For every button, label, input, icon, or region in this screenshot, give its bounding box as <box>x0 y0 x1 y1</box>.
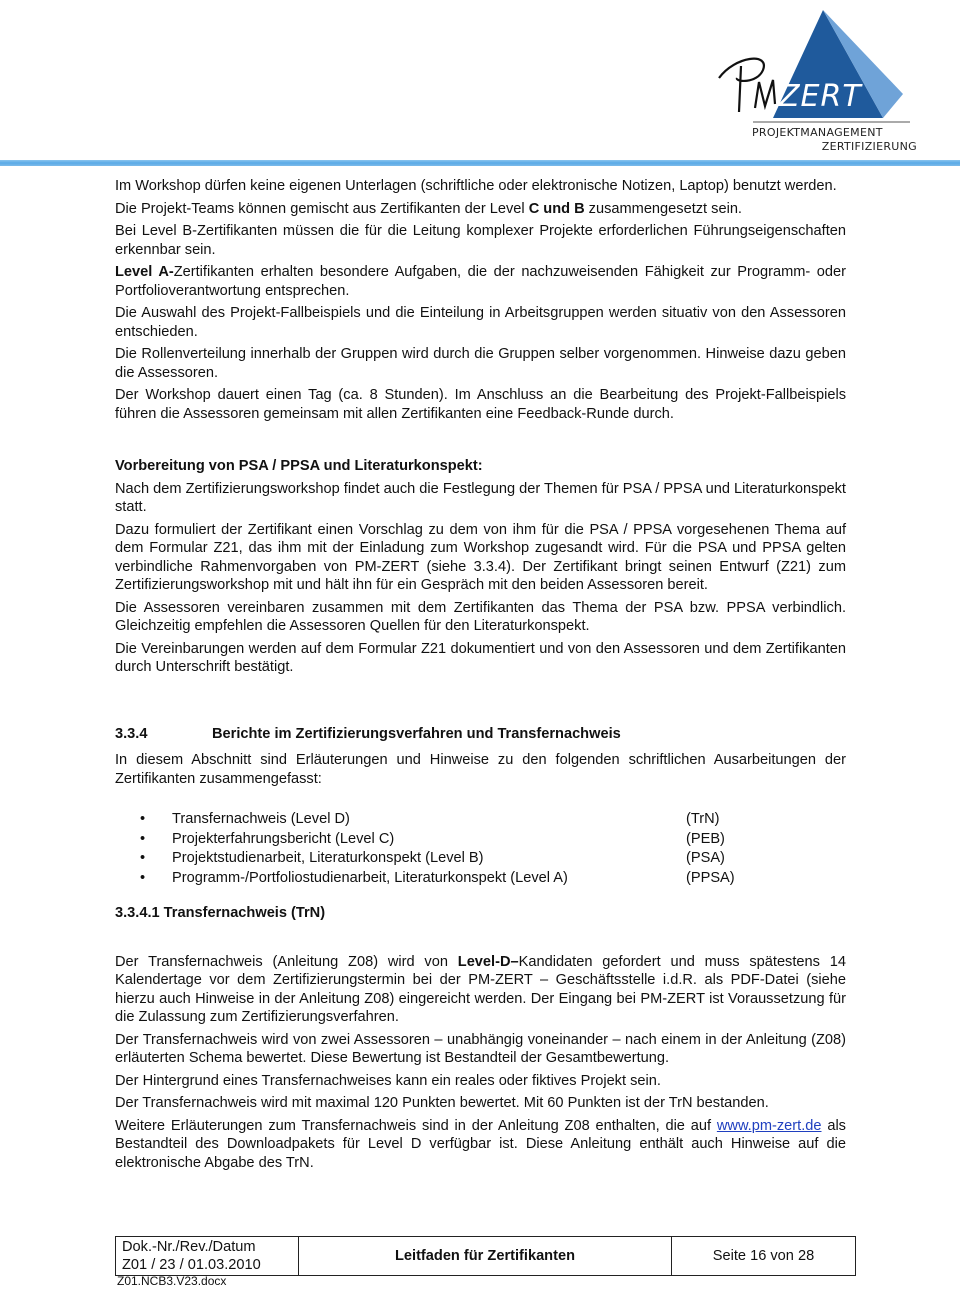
logo-caption-line1: PROJEKTMANAGEMENT <box>752 126 883 139</box>
paragraph: Die Projekt-Teams können gemischt aus Zertifikanten der Level C und B zusammengesetzt sein. <box>115 200 742 217</box>
header-divider-bar <box>0 160 960 166</box>
doc-value: Z01 / 23 / 01.03.2010 <box>122 1257 261 1273</box>
footer-doc-info <box>116 1237 299 1276</box>
logo-zert-text: ZERT <box>779 79 862 114</box>
bullet-icon: • <box>140 830 146 847</box>
list-item: • Projekterfahrungsbericht (Level C) (PEB) <box>115 830 846 850</box>
section-title: Berichte im Zertifizierungsverfahren und Transfernachweis <box>212 725 621 742</box>
paragraph: Nach dem Zertifizierungsworkshop findet auch die Festlegung der Themen für PSA / PPSA und Literaturkonspekt statt. <box>115 480 846 515</box>
report-list <box>115 810 846 888</box>
paragraph: Der Transfernachweis (Anleitung Z08) wird von Level-D–Kandidaten gefordert und muss spätestens 14 Kalendertage vor dem Zertifizierungstermin bei der PM-ZERT – Geschäftsstelle i.d.R. als PDF-Datei (siehe hierzu auch Hinweise in der Anleitung Z08) eingereicht werden. Der Eingang bei PM-ZERT ist Voraussetzung für die Zulassung zum Zertifizierungsverfahren. <box>115 953 846 1025</box>
logo-caption <box>752 126 917 154</box>
paragraph: Bei Level B-Zertifikanten müssen die für die Leitung komplexer Projekte erforderlichen Führungseigenschaften erkennbar sein. <box>115 223 846 258</box>
pyramid-logo-icon <box>715 8 920 126</box>
paragraph: Der Transfernachweis wird mit maximal 120 Punkten bewertet. Mit 60 Punkten ist der TrN bestanden. <box>115 1095 769 1111</box>
paragraph: Der Hintergrund eines Transfernachweises kann ein reales oder fiktives Projekt sein. <box>115 1072 661 1089</box>
pm-zert-website-link[interactable]: www.pm-zert.de <box>716 1117 822 1134</box>
section-number: 3.3.4 <box>115 725 148 742</box>
page-number: Seite 16 von 28 <box>672 1237 856 1276</box>
paragraph: Weitere Erläuterungen zum Transfernachweis sind in der Anleitung Z08 enthalten, die auf www.pm-zert.de als Bestandteil des Downloadpakets für Level D verfügbar ist. Diese Anleitung enthält auch Hinweise auf die elektronische Abgabe des TrN. <box>115 1117 846 1171</box>
footer-filename: Z01.NCB3.V23.docx <box>117 1274 227 1288</box>
prep-heading: Vorbereitung von PSA / PPSA und Literaturkonspekt: <box>115 458 483 474</box>
paragraph: Die Auswahl des Projekt-Fallbeispiels und die Einteilung in Arbeitsgruppen werden situativ von den Assessoren entschieden. <box>115 305 846 340</box>
list-item: • Programm-/Portfoliostudienarbeit, Literaturkonspekt (Level A) (PPSA) <box>115 869 846 889</box>
document-body <box>115 177 846 1176</box>
section-heading-3-3-4-1: 3.3.4.1 Transfernachweis (TrN) <box>115 905 326 921</box>
footer-title: Leitfaden für Zertifikanten <box>299 1237 672 1276</box>
bullet-icon: • <box>140 850 146 866</box>
paragraph: Dazu formuliert der Zertifikant einen Vorschlag zu dem von ihm für die PSA / PPSA vorgesehenen Thema auf dem Formular Z21, das ihm mit der Einladung zum Workshop zugesandt wird. Für die PSA und PPSA gelten verbindliche Rahmenvorgaben von PM-ZERT (siehe 3.3.4). Der Zertifikant bringt seinen Entwurf (Z21) zum Zertifizierungsworkshop mit und hält ihn für ein Gespräch mit den beiden Assessoren bereit. <box>115 521 846 593</box>
list-item: • Projektstudienarbeit, Literaturkonspekt (Level B) (PSA) <box>115 849 846 869</box>
paragraph: Im Workshop dürfen keine eigenen Unterlagen (schriftliche oder elektronische Notizen, Laptop) benutzt werden. <box>115 178 837 194</box>
paragraph: Der Workshop dauert einen Tag (ca. 8 Stunden). Im Anschluss an die Bearbeitung des Projekt-Fallbeispiels führen die Assessoren gemeinsam mit allen Zertifikanten eine Feedback-Runde durch. <box>115 387 846 422</box>
footer-table <box>115 1236 856 1276</box>
doc-label: Dok.-Nr./Rev./Datum <box>122 1239 256 1255</box>
paragraph: Die Rollenverteilung innerhalb der Gruppen wird durch die Gruppen selber vorgenommen. Hinweise dazu geben die Assessoren. <box>115 346 846 381</box>
list-item: • Transfernachweis (Level D) (TrN) <box>115 810 846 830</box>
paragraph: Level A-Zertifikanten erhalten besondere Aufgaben, die der nachzuweisenden Fähigkeit zur Programm- oder Portfolioverantwortung entsprechen. <box>115 264 847 299</box>
section-heading-3-3-4 <box>115 725 846 744</box>
bullet-icon: • <box>140 869 146 886</box>
paragraph: Die Vereinbarungen werden auf dem Formular Z21 dokumentiert und von den Assessoren und dem Zertifikanten durch Unterschrift bestätigt. <box>115 640 846 675</box>
paragraph: Die Assessoren vereinbaren zusammen mit dem Zertifikanten das Thema der PSA bzw. PPSA verbindlich. Gleichzeitig empfehlen die Assessoren Quellen für den Literaturkonspekt. <box>115 599 846 634</box>
paragraph: In diesem Abschnitt sind Erläuterungen und Hinweise zu den folgenden schriftlichen Ausarbeitungen der Zertifikanten zusammengefasst: <box>115 752 846 787</box>
bullet-icon: • <box>140 811 146 827</box>
paragraph: Der Transfernachweis wird von zwei Assessoren – unabhängig voneinander – nach einem in der Anleitung (Z08) erläuterten Schema bewertet. Diese Bewertung ist Bestandteil der Gesamtbewertung. <box>115 1031 846 1066</box>
logo-caption-line2: ZERTIFIZIERUNG <box>821 140 917 153</box>
